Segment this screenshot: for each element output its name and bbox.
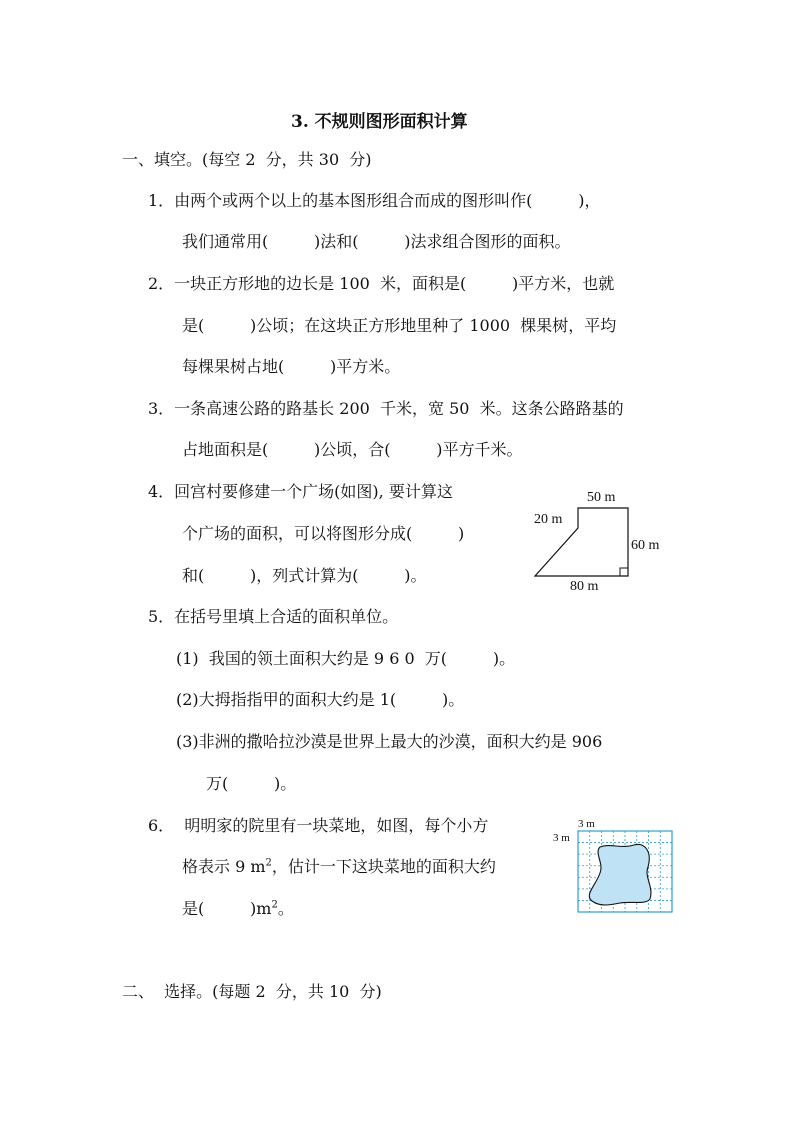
question-4-line-2: 个广场的面积，可以将图形分成( ): [182, 524, 465, 543]
squared-superscript: 2: [271, 899, 278, 911]
question-6-line-2-text-b: ，估计一下这块菜地的面积大约: [271, 857, 496, 876]
question-5-line-1: 5．在括号里填上合适的面积单位。: [148, 607, 399, 626]
question-6-line-1: 6． 明明家的院里有一块菜地，如图，每个小方: [148, 816, 489, 835]
grid-with-patch: [550, 815, 680, 915]
question-1-line-2: 我们通常用( )法和( )法求组合图形的面积。: [182, 232, 571, 251]
vegetable-plot-figure: [550, 815, 680, 915]
section-heading-choice: 二、 选择。(每题 2 分，共 10 分): [122, 982, 382, 1001]
plaza-right-length: 60 m: [631, 538, 660, 553]
question-4-line-1: 4．回宫村要修建一个广场(如图), 要计算这: [148, 482, 453, 501]
question-2-line-2: 是( )公顷；在这块正方形地里种了 1000 棵果树，平均: [182, 316, 617, 335]
question-6-line-2: [182, 857, 496, 877]
question-3-line-2: 占地面积是( )公顷，合( )平方千米。: [182, 440, 523, 459]
question-5-item-3-line-1: (3)非洲的撒哈拉沙漠是世界上最大的沙漠，面积大约是 906: [176, 732, 603, 751]
question-6-line-3-text-b: 。: [277, 899, 294, 918]
question-5-item-2: (2)大拇指指甲的面积大约是 1( )。: [176, 690, 465, 709]
plaza-bottom-length: 80 m: [570, 579, 599, 594]
question-5-item-3-line-2: 万( )。: [206, 774, 297, 793]
plaza-left-length: 20 m: [534, 512, 563, 527]
question-6-line-3: [182, 899, 294, 919]
question-4-line-3: 和( )，列式计算为( )。: [182, 566, 427, 585]
plaza-figure: [520, 486, 700, 598]
question-2-line-1: 2．一块正方形地的边长是 100 米，面积是( )平方米，也就: [148, 274, 615, 293]
grid-cell-height-label: 3 m: [553, 832, 570, 844]
grid-cell-width-label: 3 m: [578, 818, 595, 830]
page-title: 3. 不规则图形面积计算: [291, 112, 468, 132]
question-5-item-1: (1) 我国的领土面积大约是 9 6 0 万( )。: [176, 649, 516, 668]
question-6-line-3-text-a: 是( )m: [182, 899, 272, 918]
question-1-line-1: 1．由两个或两个以上的基本图形组合而成的图形叫作( )，: [148, 191, 601, 210]
plaza-top-length: 50 m: [587, 490, 616, 505]
question-6-line-2-text-a: 格表示 9 m: [182, 857, 266, 876]
squared-superscript: 2: [265, 857, 272, 869]
section-heading-fill-blank: 一、填空。(每空 2 分，共 30 分): [122, 150, 372, 169]
question-2-line-3: 每棵果树占地( )平方米。: [182, 357, 401, 376]
question-3-line-1: 3．一条高速公路的路基长 200 千米，宽 50 米。这条公路路基的: [148, 399, 624, 418]
